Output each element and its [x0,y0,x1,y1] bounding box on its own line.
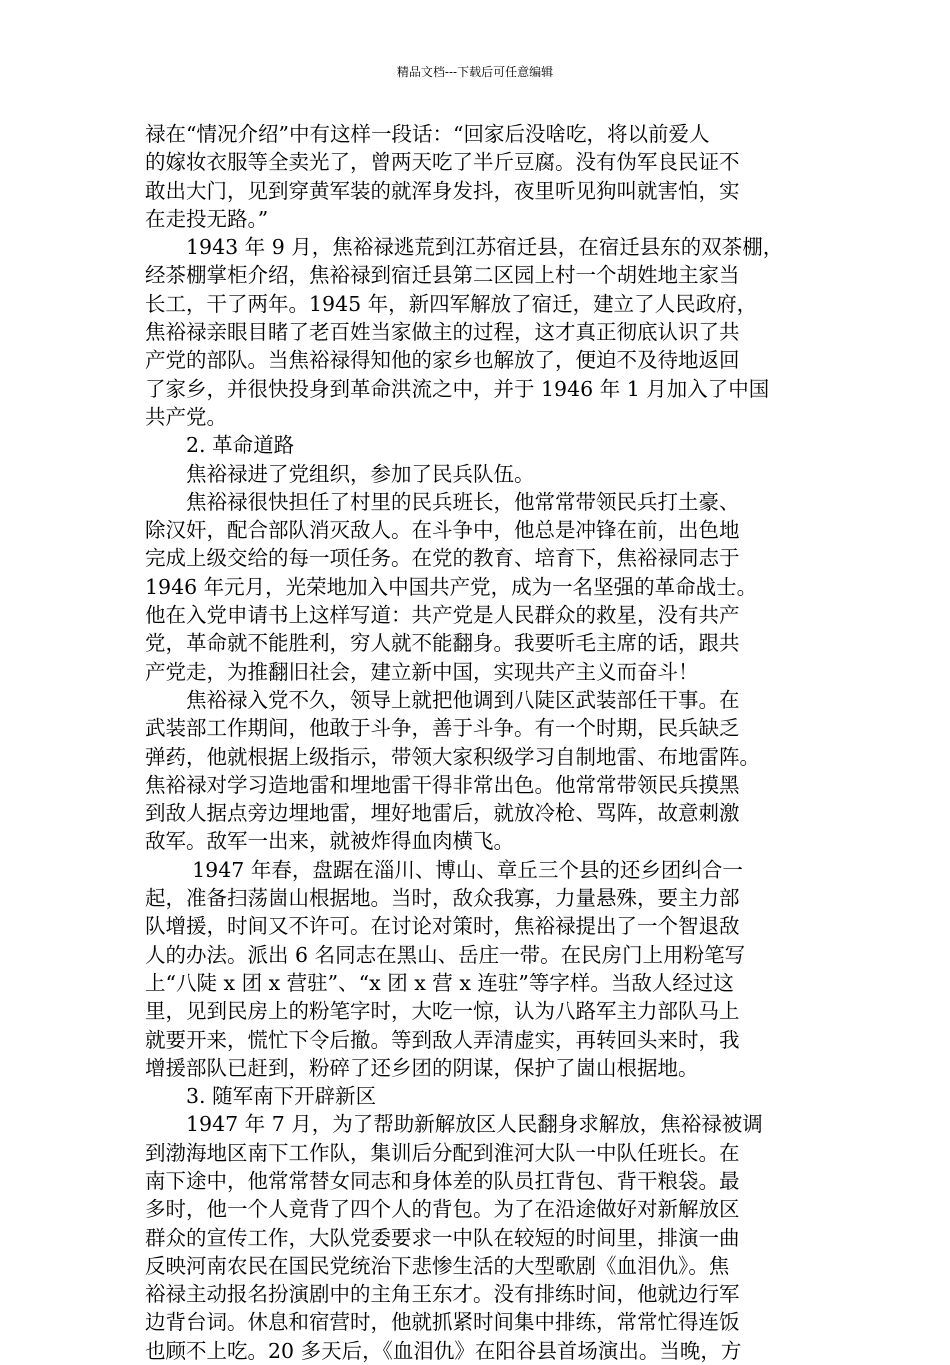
paragraph [145,233,805,431]
paragraph [145,460,805,488]
text-line: 了家乡，并很快投身到革命洪流之中，并于 1946 年 1 月加入了中国 [145,376,770,401]
paragraph [145,856,805,1082]
document-body [145,120,805,1365]
text-line: 1946 年元月，光荣地加入中国共产党，成为一名坚强的革命战士。 [145,574,758,599]
text-line: 经茶棚掌柜介绍，焦裕禄到宿迁县第二区园上村一个胡姓地主家当 [145,263,740,288]
text-line: 1947 年 7 月，为了帮助新解放区人民翻身求解放，焦裕禄被调 [186,1112,763,1137]
text-line: 多时，他一个人竟背了四个人的背包。为了在沿途做好对新解放区 [145,1197,740,1222]
text-line: 弹药，他就根据上级指示，带领大家积级学习自制地雷、布地雷阵。 [145,744,760,769]
text-line: 党，革命就不能胜利，穷人就不能翻身。我要听毛主席的话，跟共 [145,631,740,656]
section-heading [145,1082,805,1110]
text-line: 敢出大门，见到穿黄军装的就浑身发抖，夜里听见狗叫就害怕，实 [145,178,740,203]
text-line: 边背台词。休息和宿营时，他就抓紧时间集中排练，常常忙得连饭 [145,1310,740,1335]
text-line: 完成上级交给的每一项任务。在党的教育、培育下，焦裕禄同志于 [145,546,740,571]
text-line: 在走投无路。” [145,206,269,231]
text-line: 他在入党申请书上这样写道：共产党是人民群众的救星，没有共产 [145,603,740,628]
text-line: 武装部工作期间，他敢于斗争，善于斗争。有一个时期，民兵缺乏 [145,716,740,741]
text-line: 焦裕禄进了党组织，参加了民兵队伍。 [186,461,535,486]
text-line: 里，见到民房上的粉笔字时，大吃一惊，认为八路军主力部队马上 [145,999,740,1024]
text-line: 焦裕禄很快担任了村里的民兵班长，他常常带领民兵打土豪、 [186,489,740,514]
text-line: 1947 年春，盘踞在淄川、博山、章丘三个县的还乡团纠合一 [192,857,743,882]
text-line: 3. 随军南下开辟新区 [186,1084,377,1109]
text-line: 2. 革命道路 [186,433,295,458]
text-line: 禄在“情况介绍”中有这样一段话：“回家后没啥吃，将以前爱人 [145,122,710,146]
text-line: 产党走，为推翻旧社会，建立新中国，实现共产主义而奋斗！ [145,659,699,684]
paragraph [145,1110,805,1365]
text-line: 长工，干了两年。1945 年，新四军解放了宿迁，建立了人民政府， [145,291,758,316]
text-line: 人的办法。派出 6 名同志在黑山、岳庄一带。在民房门上用粉笔写 [145,942,746,967]
paragraph [145,488,805,686]
text-line: 焦裕禄入党不久，领导上就把他调到八陡区武装部任干事。在 [186,687,740,712]
text-line: 也顾不上吃。20 多天后，《血泪仇》在阳谷县首场演出。当晚，方 [145,1338,742,1363]
text-line: 裕禄主动报名扮演剧中的主角王东才。没有排练时间，他就边行军 [145,1282,740,1307]
section-heading [145,431,805,459]
text-line: 产党的部队。当焦裕禄得知他的家乡也解放了，便迫不及待地返回 [145,348,740,373]
text-line: 南下途中，他常常替女同志和身体差的队员扛背包、背干粮袋。最 [145,1168,740,1193]
text-line: 到渤海地区南下工作队，集训后分配到淮河大队一中队任班长。在 [145,1140,740,1165]
paragraph [145,120,805,233]
text-line: 到敌人据点旁边埋地雷，埋好地雷后，就放冷枪、骂阵，故意刺激 [145,801,740,826]
text-line: 队增援，时间又不许可。在讨论对策时，焦裕禄提出了一个智退敌 [145,914,740,939]
text-line: 增援部队已赶到，粉碎了还乡团的阴谋，保护了崮山根据地。 [145,1055,699,1080]
text-line: 的嫁妆衣服等全卖光了，曾两天吃了半斤豆腐。没有伪军良民证不 [145,150,740,175]
text-line: 除汉奸，配合部队消灭敌人。在斗争中，他总是冲锋在前，出色地 [145,518,740,543]
text-line: 敌军。敌军一出来，就被炸得血肉横飞。 [145,829,514,854]
text-line: 焦裕禄对学习造地雷和埋地雷干得非常出色。他常常带领民兵摸黑 [145,772,740,797]
text-line: 焦裕禄亲眼目睹了老百姓当家做主的过程，这才真正彻底认识了共 [145,320,740,345]
page-header: 精品文档---下载后可任意编辑 [396,65,554,79]
text-line: 共产党。 [145,404,227,429]
text-line: 就要开来，慌忙下令后撤。等到敌人弄清虚实，再转回头来时，我 [145,1027,740,1052]
paragraph [145,686,805,856]
text-line: 1943 年 9 月，焦裕禄逃荒到江苏宿迁县，在宿迁县东的双茶棚， [186,235,784,260]
text-line: 上“八陡 x 团 x 营驻”、“x 团 x 营 x 连驻”等字样。当敌人经过这 [145,970,734,995]
text-line: 群众的宣传工作，大队党委要求一中队在较短的时间里，排演一曲 [145,1225,740,1250]
text-line: 起，准备扫荡崮山根据地。当时，敌众我寡，力量悬殊，要主力部 [145,886,740,911]
text-line: 反映河南农民在国民党统治下悲惨生活的大型歌剧《血泪仇》。焦 [145,1253,730,1278]
